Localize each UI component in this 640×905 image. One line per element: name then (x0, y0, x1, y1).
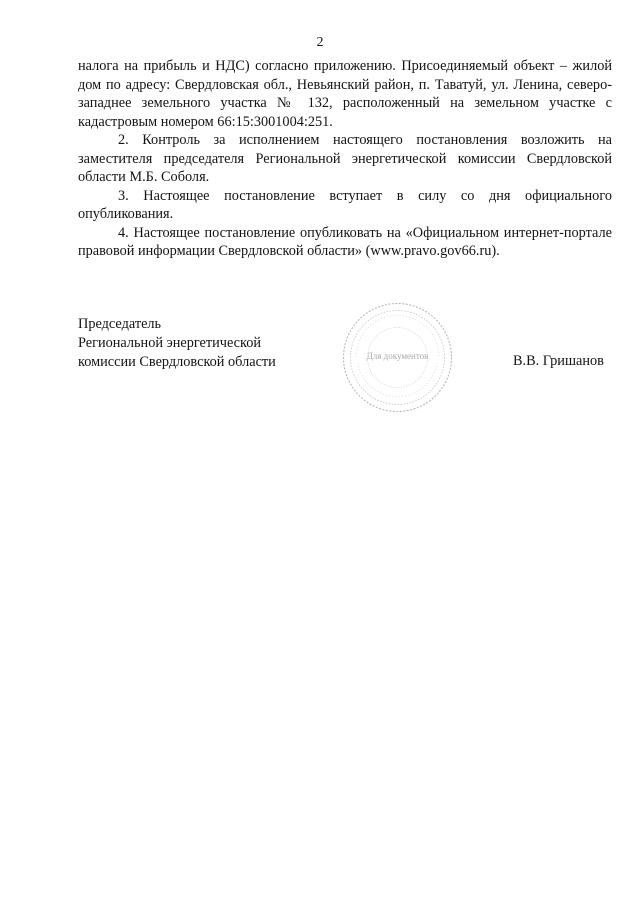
page-number: 2 (316, 35, 324, 50)
document-body (78, 57, 612, 261)
paragraph-item-4: 4. Настоящее постановление опубликовать на «Официальном интернет-портале правовой информации Свердловской области» (www.pravo.gov66.ru). (78, 224, 612, 259)
stamp-text: Для документов (366, 351, 429, 361)
signatory-position-line: Региональной энергетической (78, 335, 262, 351)
signatory-name: В.В. Гришанов (513, 353, 604, 369)
signatory-position-line: Председатель (78, 316, 162, 332)
paragraph-item-3: 3. Настоящее постановление вступает в силу со дня официального опубликования. (78, 187, 612, 222)
paragraph-item-2: 2. Контроль за исполнением настоящего постановления возложить на заместителя председателя Региональной энергетической комиссии Свердловской области М.Б. Соболя. (78, 132, 612, 185)
official-stamp (340, 300, 455, 415)
signatory-position-line: комиссии Свердловской области (78, 354, 276, 370)
signatory-position (78, 315, 276, 372)
paragraph-continuation: налога на прибыль и НДС) согласно приложению. Присоединяемый объект – жилой дом по адресу: Свердловская обл., Невьянский район, п. Таватуй, ул. Ленина, северо-западнее земельного участка № 132, расположенный на земельном участке с кадастровым номером 66:15:3001004:251. (78, 58, 612, 130)
